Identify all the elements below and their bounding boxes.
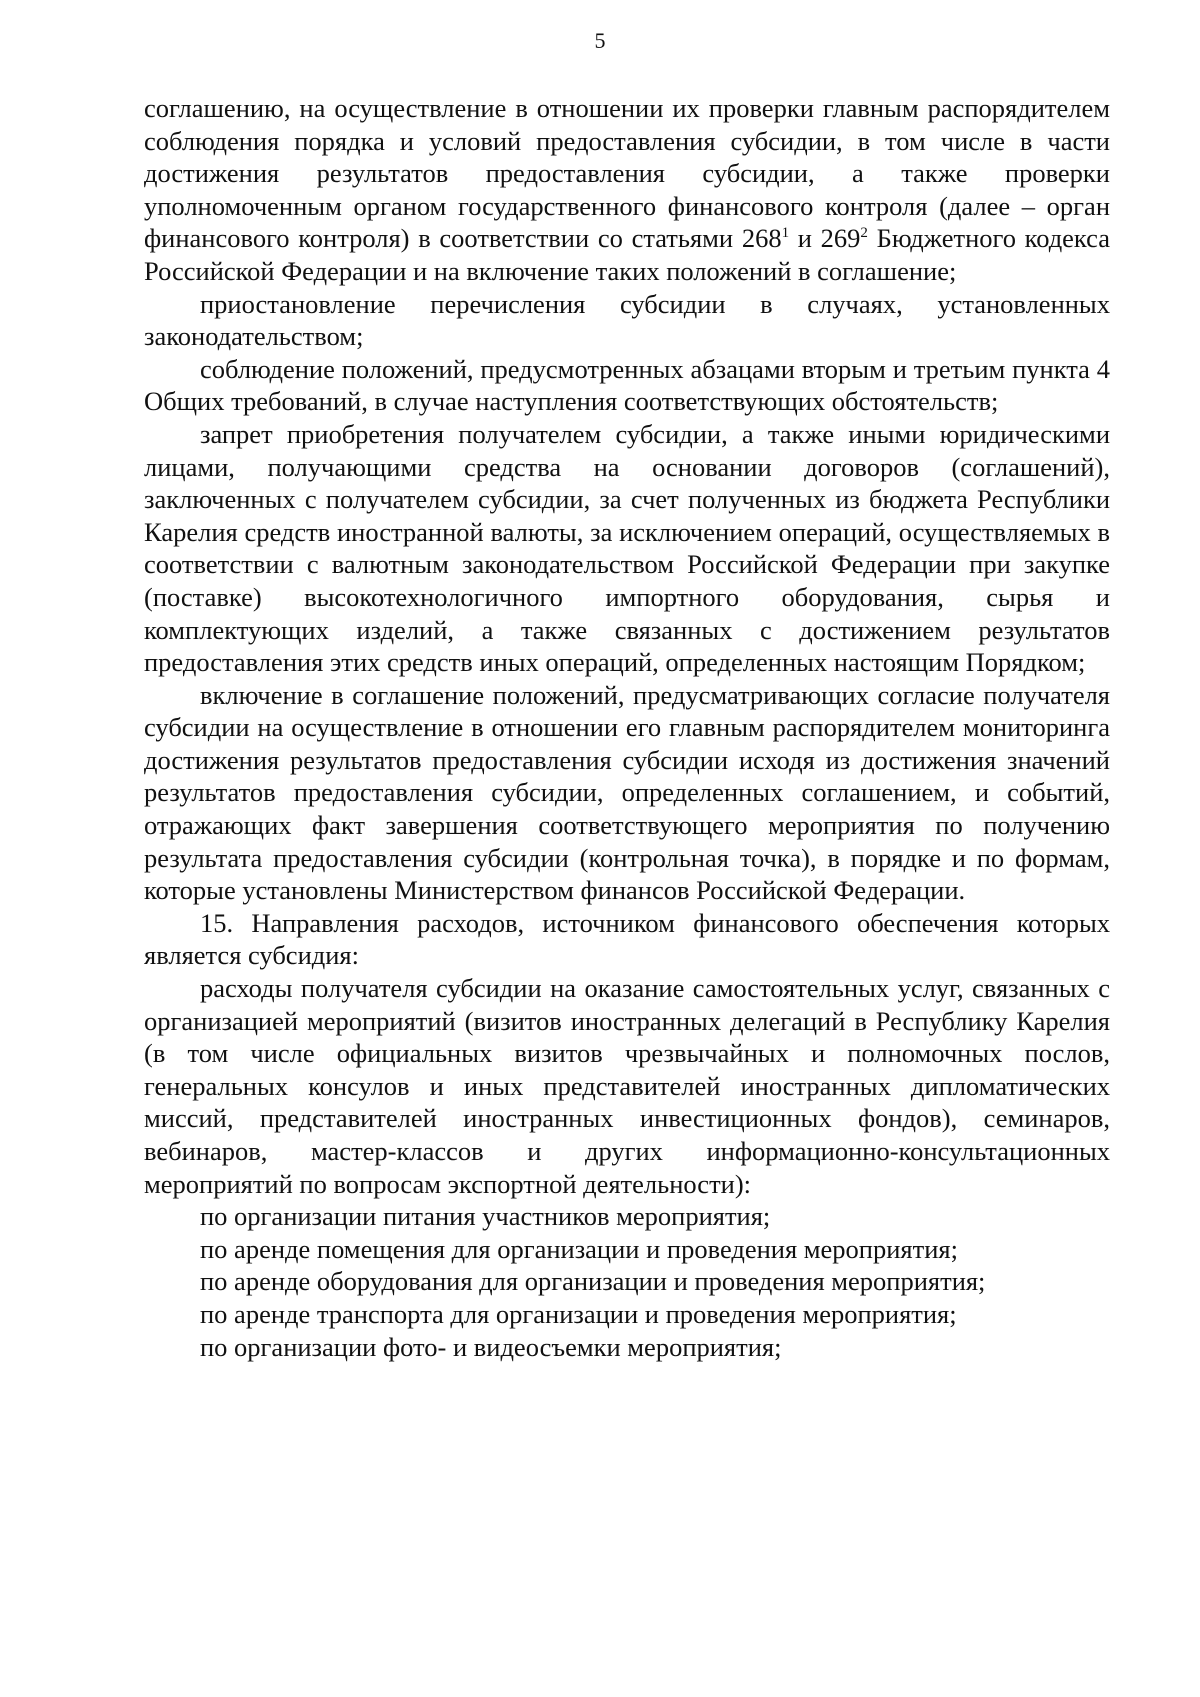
paragraph-6: 15. Направления расходов, источником финансового обеспечения которых является субсидия:	[144, 907, 1110, 971]
paragraph-7: расходы получателя субсидии на оказание самостоятельных услуг, связанных с организацией мероприятий (визитов иностранных делегаций в Республику Карелия (в том числе официальных визитов чрезвычайных и полномочных послов, генеральных консулов и иных представителей иностранных дипломатических миссий, представителей иностранных инвестиционных фондов), семинаров, вебинаров, мастер-классов и других информационно-консультационных мероприятий по вопросам экспортной деятельности):	[144, 973, 1110, 1199]
list-item: по аренде оборудования для организации и проведения мероприятия;	[200, 1266, 986, 1297]
paragraph-1-text: соглашению, на осуществление в отношении их проверки главным распорядителем соблюдения порядка и условий предоставления субсидии, в том числе в части достижения результатов предоставления субсидии, а также проверки уполномоченным органом государственного финансового контроля (далее – орган финансового контроля) в соответствии со статьями 268	[144, 93, 1110, 254]
list-item: по организации фото- и видеосъемки мероприятия;	[200, 1331, 782, 1362]
paragraph-1-text-c: Бюджетного кодекса Российской Федерации и на включение таких положений в соглашение;	[144, 223, 1110, 286]
paragraph-5: включение в соглашение положений, предусматривающих согласие получателя субсидии на осуществление в отношении его главным распорядителем мониторинга достижения результатов предоставления субсидии исходя из достижения значений результатов предоставления субсидии, определенных соглашением, и событий, отражающих факт завершения соответствующего мероприятия по получению результата предоставления субсидии (контрольная точка), в порядке и по формам, которые установлены Министерством финансов Российской Федерации.	[144, 679, 1110, 906]
paragraph-4: запрет приобретения получателем субсидии, а также иными юридическими лицами, получающими средства на основании договоров (соглашений), заключенных с получателем субсидии, за счет полученных из бюджета Республики Карелия средств иностранной валюты, за исключением операций, осуществляемых в соответствии с валютным законодательством Российской Федерации при закупке (поставке) высокотехнологичного импортного оборудования, сырья и комплектующих изделий, а также связанных с достижением результатов предоставления этих средств иных операций, определенных настоящим Порядком;	[144, 418, 1110, 678]
document-body	[144, 92, 1110, 1363]
list-item: по аренде помещения для организации и проведения мероприятия;	[200, 1233, 958, 1264]
list-item: по организации питания участников мероприятия;	[200, 1201, 771, 1232]
superscript-268: 1	[781, 225, 790, 242]
paragraph-1-text-b: и 269	[789, 223, 861, 254]
page-number: 5	[594, 28, 606, 53]
superscript-269: 2	[860, 225, 868, 242]
paragraph-2: приостановление перечисления субсидии в случаях, установленных законодательством;	[144, 288, 1110, 352]
list-item: по аренде транспорта для организации и проведения мероприятия;	[200, 1298, 957, 1329]
paragraph-3: соблюдение положений, предусмотренных абзацами вторым и третьим пункта 4 Общих требований, в случае наступления соответствующих обстоятельств;	[144, 353, 1110, 417]
paragraph-1	[144, 92, 1110, 288]
